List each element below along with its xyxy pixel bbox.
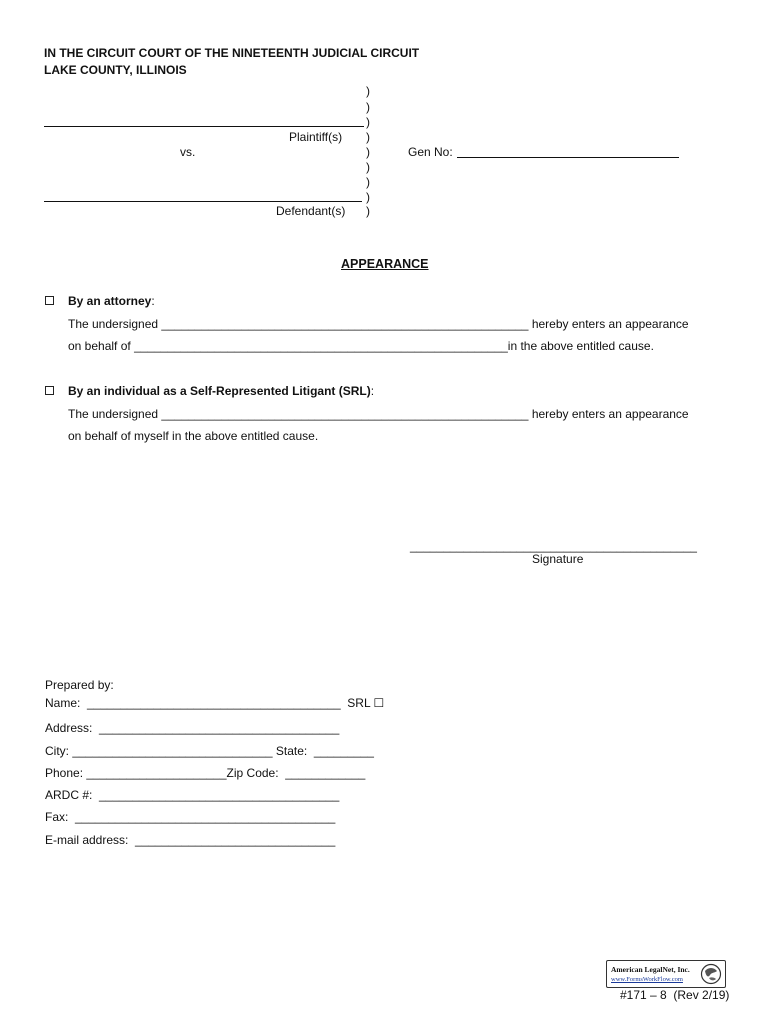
attorney-heading-colon: : bbox=[151, 294, 155, 308]
prepared-city-state-row[interactable]: City: ______________________________ State: _________ bbox=[45, 744, 374, 758]
attorney-undersigned-label: The undersigned bbox=[68, 317, 159, 331]
globe-icon bbox=[700, 963, 722, 985]
on-behalf-label: on behalf of bbox=[68, 339, 131, 353]
prepared-fax-row[interactable]: Fax: _______________________________________ bbox=[45, 810, 336, 824]
attorney-appearance-text: hereby enters an appearance bbox=[531, 317, 689, 331]
defendant-label: Defendant(s) bbox=[276, 204, 346, 218]
srl-heading-colon: : bbox=[370, 384, 375, 398]
caption-paren: ) bbox=[366, 115, 370, 129]
versus-label: vs. bbox=[180, 145, 196, 159]
srl-heading bbox=[68, 384, 374, 398]
srl-undersigned-label: The undersigned bbox=[68, 407, 159, 421]
caption-paren: ) bbox=[366, 175, 370, 189]
attorney-line-2 bbox=[68, 339, 654, 353]
publisher-url[interactable]: www.FormsWorkFlow.com bbox=[611, 976, 683, 983]
prepared-address-row[interactable]: Address: ____________________________________ bbox=[45, 721, 340, 735]
srl-line-2: on behalf of myself in the above entitled cause. bbox=[68, 429, 319, 443]
attorney-heading bbox=[68, 294, 155, 308]
caption-paren: ) bbox=[366, 84, 370, 98]
publisher-name: American LegalNet, Inc. bbox=[611, 965, 690, 974]
prepared-email-row[interactable]: E-mail address: ______________________________ bbox=[45, 833, 336, 847]
court-heading: IN THE CIRCUIT COURT OF THE NINETEENTH JUDICIAL CIRCUIT bbox=[44, 46, 420, 60]
attorney-checkbox[interactable] bbox=[45, 296, 54, 305]
caption-paren: ) bbox=[366, 204, 370, 218]
prepared-phone-zip-row[interactable]: Phone: _____________________Zip Code: ____________ bbox=[45, 766, 366, 780]
gen-no-field[interactable] bbox=[457, 157, 679, 158]
client-name-field[interactable]: ________________________________________________________ bbox=[134, 339, 508, 353]
srl-heading-text: By an individual as a Self-Represented Litigant (SRL) bbox=[68, 384, 371, 398]
caption-paren: ) bbox=[366, 100, 370, 114]
attorney-heading-text: By an attorney bbox=[68, 294, 152, 308]
srl-small-checkbox[interactable]: ☐ bbox=[373, 696, 385, 710]
caption-paren: ) bbox=[366, 160, 370, 174]
attorney-name-field[interactable]: _______________________________________________________ bbox=[161, 317, 529, 331]
caption-paren: ) bbox=[366, 145, 370, 159]
plaintiff-name-line[interactable] bbox=[44, 126, 364, 127]
srl-checkbox[interactable] bbox=[45, 386, 54, 395]
county-heading: LAKE COUNTY, ILLINOIS bbox=[44, 63, 187, 77]
srl-line-1 bbox=[68, 407, 689, 421]
signature-label: Signature bbox=[532, 552, 584, 566]
form-number: #171 – 8 (Rev 2/19) bbox=[620, 988, 730, 1002]
gen-no-label: Gen No: bbox=[408, 145, 453, 159]
srl-name-field[interactable]: _______________________________________________________ bbox=[161, 407, 529, 421]
caption-paren: ) bbox=[366, 130, 370, 144]
prepared-name-text[interactable]: Name: ______________________________________ SRL bbox=[45, 696, 371, 710]
caption-paren: ) bbox=[366, 190, 370, 204]
prepared-by-heading: Prepared by: bbox=[45, 678, 114, 692]
prepared-ardc-row[interactable]: ARDC #: ____________________________________ bbox=[45, 788, 340, 802]
defendant-name-line[interactable] bbox=[44, 201, 362, 202]
attorney-line-1 bbox=[68, 317, 689, 331]
cause-text: in the above entitled cause. bbox=[507, 339, 654, 353]
signature-line[interactable]: ___________________________________________ bbox=[410, 539, 697, 553]
publisher-logo bbox=[606, 960, 726, 988]
srl-appearance-text: hereby enters an appearance bbox=[531, 407, 689, 421]
prepared-name-row[interactable] bbox=[45, 696, 384, 710]
plaintiff-label: Plaintiff(s) bbox=[289, 130, 343, 144]
form-title: APPEARANCE bbox=[341, 257, 429, 271]
